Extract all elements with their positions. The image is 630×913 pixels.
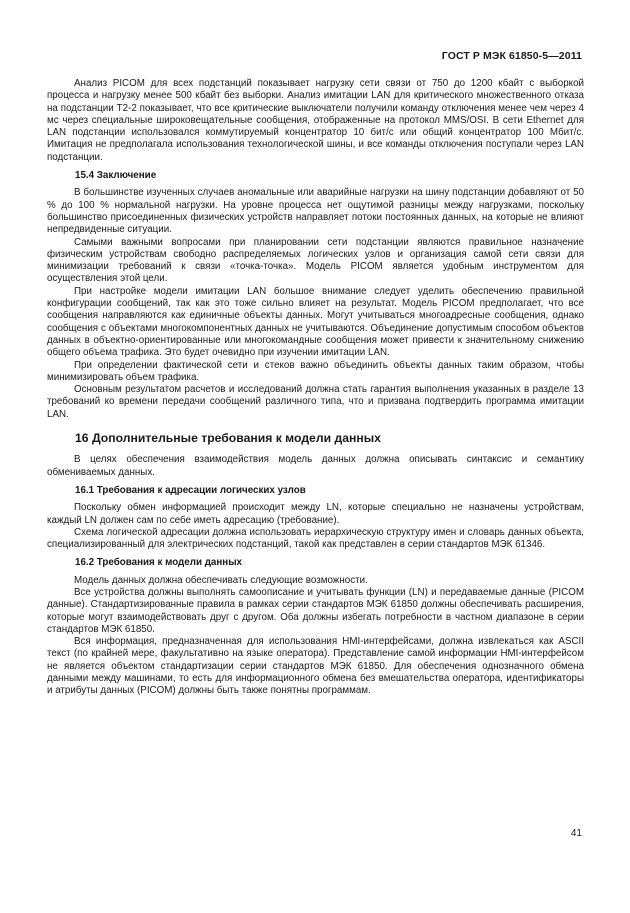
paragraph: При определении фактической сети и стеков важно объединить объекты данных таким образом, чтобы минимизировать объем трафика. [47, 359, 584, 383]
paragraph: Схема логической адресации должна использовать иерархическую структуру имен и словарь данных объекта, специализированный для электрических подстанций, такой как представлен в серии стандартов МЭК 61346. [47, 526, 584, 551]
page-header: ГОСТ Р МЭК 61850-5—2011 [441, 50, 582, 62]
page-number: 41 [570, 828, 582, 839]
subsection-heading: 16.2 Требования к модели данных [75, 557, 243, 569]
subsection-heading: 15.4 Заключение [75, 170, 157, 182]
paragraph: При настройке модели имитации LAN большое внимание следует уделить обеспечению правильной конфигурации сообщений, так как это тоже сильно влияет на результат. Модель PICOM предполагает, что все сообщения направляются как единичные объекты данных. Могут учитываться многоадресные сообщения, однако сообщения с объектами многокомпонентных данных не учитываются. Объединение допустимым способом объектов данных в объектно-ориентированные или многокомандные сообщения может привести к значительному снижению общего объема трафика. Это будет очевидно при изучении имитации LAN. [47, 285, 584, 359]
page-body [47, 78, 584, 698]
paragraph: Вся информация, предназначенная для использования HMI-интерфейсами, должна извлекаться как ASCII текст (по крайней мере, факультативно на языке оператора). Представление самой информации HMI-интерфейсом не является объектом стандартизации серии стандартов МЭК 61850. Для обеспечения однозначного обмена данными между машинами, то есть для информационного обмена без вмешательства оператора, идентификаторы и атрибуты данных (PICOM) должны быть также понятны программам. [47, 636, 584, 697]
paragraph: Основным результатом расчетов и исследований должна стать гарантия выполнения указанных в разделе 13 требований ко времени передачи сообщений различного типа, что и призвана подтвердить программа имитации LAN. [47, 384, 584, 420]
paragraph: Поскольку обмен информацией происходит между LN, которые специально не назначены устройствам, каждый LN должен сам по себе иметь адресацию (требование). [47, 502, 584, 526]
paragraph: Анализ PICOM для всех подстанций показывает нагрузку сети связи от 750 до 1200 кбайт с выборкой процесса и нагрузку менее 500 кбайт без выборки. Анализ имитации LAN для критического множественного отказа на подстанции Т2-2 показывает, что все критические выключатели получили команду отключения менее чем через 4 мс через специальные широковещательные сообщения, отображенные на протокол MMS/OSI. В сети Ethernet для LAN подстанции использовался коммутируемый концентратор 10 бит/с или общий концентратор 100 Мбит/с. Имитация не предполагала использования технологической шины, и все команды отключения поступали через LAN подстанции. [47, 78, 584, 163]
section-heading: 16 Дополнительные требования к модели данных [75, 431, 381, 446]
paragraph: Самыми важными вопросами при планировании сети подстанции являются правильное назначение физическим устройствам свободно распределяемых логических узлов и организация самой сети связи для минимизации требований к связи «точка-точка». Модель PICOM является удобным инструментом для осуществления этой цели. [47, 236, 584, 285]
paragraph: Все устройства должны выполнять самоописание и учитывать функции (LN) и передаваемые данные (PICOM данные). Стандартизированные правила в рамках серии стандартов МЭК 61850 должны обеспечивать расширения, которые могут взаимодействовать друг с другом. Оба должны избегать потребности в частном диапазоне в серии стандартов МЭК 61850. [47, 586, 584, 635]
paragraph: В целях обеспечения взаимодействия модель данных должна описывать синтаксис и семантику обмениваемых данных. [47, 454, 584, 478]
paragraph: В большинстве изученных случаев аномальные или аварийные нагрузки на шину подстанции добавляют от 50 % до 100 % нормальной нагрузки. На уровне процесса нет ощутимой разницы между нагрузками, поскольку большинство присоединенных физических устройств направляет потоки постоянных данных, на которые не влияют непредвиденные ситуации. [47, 187, 584, 236]
paragraph: Модель данных должна обеспечивать следующие возможности. [74, 574, 368, 586]
subsection-heading: 16.1 Требования к адресации логических узлов [75, 484, 306, 496]
